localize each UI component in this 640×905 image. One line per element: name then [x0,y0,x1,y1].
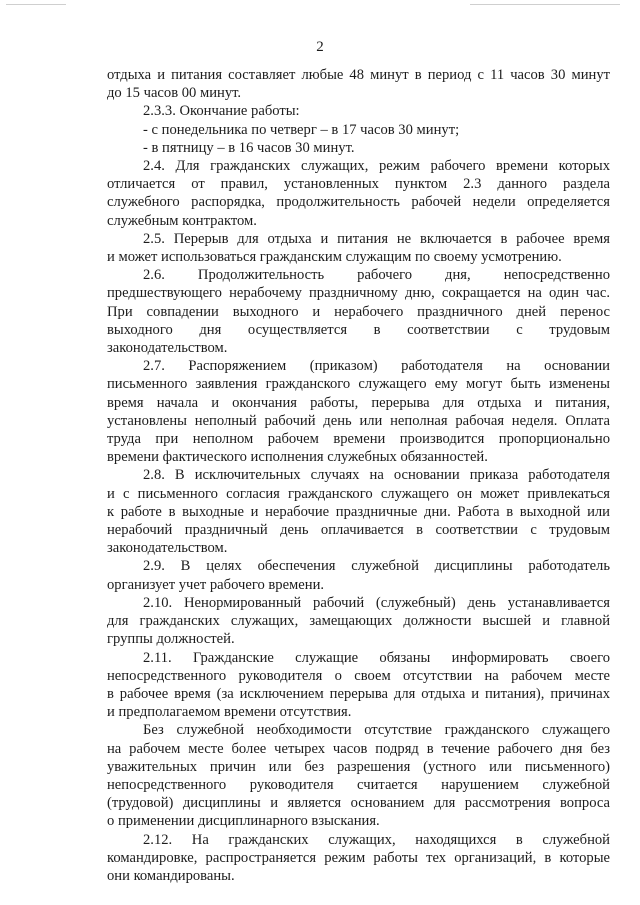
text-line: времени фактического исполнения служебных обязанностей. [107,449,488,466]
text-line: служебным контрактом. [107,212,257,229]
text-line: 2.9. В целях обеспечения служебной дисциплины работодатель [143,558,610,575]
text-line: организует учет рабочего времени. [107,576,325,593]
text-line: 2.4. Для гражданских служащих, режим рабочего времени которых [143,158,610,175]
text-line: уважительных причин или без разрешения (устного или письменного) [107,758,610,775]
text-line: законодательством. [107,540,228,557]
text-line: непосредственного руководителя считается нарушением служебной [107,776,610,793]
text-line: письменного заявления гражданского служащего ему могут быть изменены [107,376,610,393]
text-line: 2.6. Продолжительность рабочего дня, непосредственно [143,267,610,284]
text-line: труда при неполном рабочем времени производится пропорционально [107,431,610,448]
text-line: и может использоваться гражданским служащим по своему усмотрению. [107,249,562,266]
text-line: к работе в выходные и нерабочие праздничные дни. Работа в выходной или [107,503,610,520]
text-line: нерабочий праздничный день оплачивается в соответствии с трудовым [107,522,610,539]
scan-edge-mark [470,4,620,5]
scan-edge-mark [6,4,66,5]
text-line: и с письменного согласия гражданского служащего он может привлекаться [107,485,610,502]
text-line: служебного распорядка, продолжительность рабочей недели определяется [107,194,610,211]
text-line: выходного дня осуществляется в соответствии с трудовым [107,321,610,338]
text-line: 2.10. Ненормированный рабочий (служебный) день устанавливается [143,594,610,611]
text-line: о применении дисциплинарного взыскания. [107,813,380,830]
text-line: Без служебной необходимости отсутствие гражданского служащего [143,722,610,739]
text-line: отдыха и питания составляет любые 48 минут в период с 11 часов 30 минут [107,67,610,83]
text-line: 2.3.3. Окончание работы: [143,103,300,120]
text-line: и предполагаемом времени отсутствия. [107,704,352,721]
text-line: группы должностей. [107,631,235,648]
text-line: 2.8. В исключительных случаях на основании приказа работодателя [143,467,610,484]
text-line: отличается от правил, установленных пунктом 2.3 данного раздела [107,176,610,193]
text-line: для гражданских служащих, замещающих должности высшей и главной [107,613,610,630]
text-line: до 15 часов 00 минут. [107,85,242,102]
text-line: 2.11. Гражданские служащие обязаны информировать своего [143,649,610,666]
text-line: 2.7. Распоряжением (приказом) работодателя на основании [143,358,610,375]
text-line: на рабочем месте более четырех часов подряд в течение рабочего дня без [107,740,610,757]
text-line: в рабочее время (за исключением перерыва для отдыха и питания), причинах [107,685,610,702]
text-line: непосредственного руководителя о своем отсутствии на рабочем месте [107,667,610,684]
page-number: 2 [316,39,324,55]
text-line: - с понедельника по четверг – в 17 часов 30 минут; [143,121,460,138]
text-line: 2.5. Перерыв для отдыха и питания не включается в рабочее время [143,230,610,247]
text-line: - в пятницу – в 16 часов 30 минут. [143,139,355,156]
document-body [107,66,610,885]
text-line: При совпадении выходного и нерабочего праздничного дней перенос [107,303,610,320]
text-line: предшествующего нерабочему праздничному дню, сокращается на один час. [107,285,610,302]
text-line: 2.12. На гражданских служащих, находящихся в служебной [143,831,610,848]
text-line: (трудовой) дисциплины и является основанием для рассмотрения вопроса [107,795,610,812]
text-line: время начала и окончания работы, перерыва для отдыха и питания, [107,394,610,411]
text-line: командировке, распространяется режим работы тех организаций, в которые [107,849,610,866]
text-line: они командированы. [107,867,235,884]
text-line: установлены неполный рабочий день или неполная рабочая неделя. Оплата [107,412,610,429]
text-line: законодательством. [107,340,228,357]
